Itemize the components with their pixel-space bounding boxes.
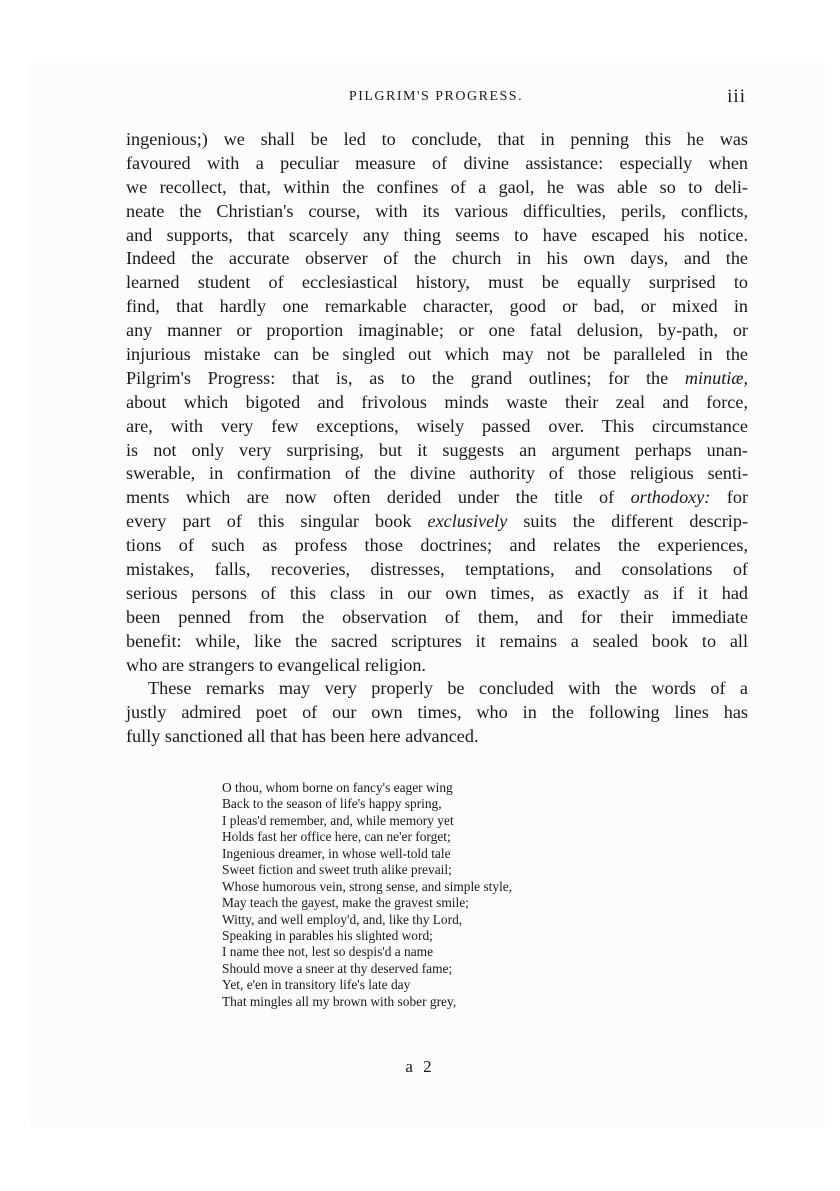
text-line	[126, 510, 748, 534]
poem-line: That mingles all my brown with sober grey,	[222, 993, 457, 1009]
text-segment: favoured with a peculiar measure of divine assistance: especially when	[126, 152, 748, 173]
italic-text: orthodoxy:	[630, 487, 711, 508]
text-segment: ments which are now often derided under the title of	[126, 487, 631, 508]
poem-line: I name thee not, lest so despis'd a name	[222, 944, 434, 960]
text-segment: injurious mistake can be singled out which may not be paralleled in the	[126, 344, 748, 365]
running-head	[126, 86, 746, 110]
italic-text: minutiæ,	[684, 367, 748, 388]
text-segment: find, that hardly one remarkable character, good or bad, or mixed in	[126, 296, 748, 317]
text-line	[126, 176, 748, 200]
poem-line: May teach the gayest, make the gravest smile;	[222, 895, 469, 911]
poem-line: Should move a sneer at thy deserved fame;	[222, 960, 453, 976]
text-line	[126, 128, 748, 152]
poem-line: Speaking in parables his slighted word;	[222, 927, 433, 943]
text-line	[126, 534, 748, 558]
text-segment: swerable, in confirmation of the divine authority of those religious senti-	[126, 463, 748, 484]
text-line	[126, 367, 748, 391]
text-segment: suits the different descrip-	[507, 511, 748, 532]
text-line	[126, 462, 748, 486]
text-segment: ingenious;) we shall be led to conclude, that in penning this he was	[126, 129, 748, 149]
text-segment: fully sanctioned all that has been here advanced.	[126, 726, 479, 747]
text-segment: These remarks may very properly be concluded with the words of a	[148, 678, 748, 699]
text-line	[126, 677, 748, 701]
text-line	[126, 486, 748, 510]
text-line	[126, 415, 748, 439]
text-line	[126, 654, 748, 678]
running-title: PILGRIM'S PROGRESS.	[348, 89, 524, 104]
poem-line: Holds fast her office here, can ne'er forget;	[222, 829, 451, 845]
poem-line: Whose humorous vein, strong sense, and simple style,	[222, 878, 513, 894]
poem-line: Witty, and well employ'd, and, like thy Lord,	[222, 911, 463, 927]
text-segment: every part of this singular book	[126, 511, 428, 532]
text-line	[126, 152, 748, 176]
text-line	[126, 295, 748, 319]
text-segment: any manner or proportion imaginable; or one fatal delusion, by-path, or	[126, 320, 748, 341]
text-segment: tions of such as profess those doctrines; and relates the experiences,	[126, 535, 748, 556]
text-segment: justly admired poet of our own times, who in the following lines has	[126, 702, 748, 723]
text-line	[126, 391, 748, 415]
poem-line: Sweet fiction and sweet truth alike prevail;	[222, 862, 452, 878]
page-number: iii	[727, 86, 746, 107]
text-line	[126, 200, 748, 224]
text-line	[126, 606, 748, 630]
text-line	[126, 271, 748, 295]
text-segment: is not only very surprising, but it suggests an argument perhaps unan-	[126, 439, 748, 460]
text-line	[126, 343, 748, 367]
poem-quotation	[222, 780, 512, 1010]
text-line	[126, 630, 748, 654]
text-segment: about which bigoted and frivolous minds waste their zeal and force,	[126, 391, 748, 412]
text-line	[126, 582, 748, 606]
text-segment: are, with very few exceptions, wisely passed over. This circumstance	[126, 415, 748, 436]
text-segment: and supports, that scarcely any thing seems to have escaped his notice.	[126, 224, 748, 245]
signature-mark: a 2	[405, 1057, 435, 1076]
text-line	[126, 725, 748, 749]
text-segment: Pilgrim's Progress: that is, as to the grand outlines; for the	[126, 367, 685, 388]
poem-line: Ingenious dreamer, in whose well-told tale	[222, 845, 451, 861]
text-segment: mistakes, falls, recoveries, distresses, temptations, and consolations of	[126, 559, 748, 580]
text-segment: serious persons of this class in our own times, as exactly as if it had	[126, 582, 748, 603]
poem-line: I pleas'd remember, and, while memory yet	[222, 812, 454, 828]
text-segment: benefit: while, like the sacred scriptures it remains a sealed book to all	[126, 630, 748, 651]
poem-line: O thou, whom borne on fancy's eager wing	[222, 780, 453, 795]
poem-line: Back to the season of life's happy spring,	[222, 796, 442, 812]
text-segment: Indeed the accurate observer of the church in his own days, and the	[126, 248, 748, 269]
body-text	[126, 128, 748, 749]
text-line	[126, 247, 748, 271]
poem-line: Yet, e'en in transitory life's late day	[222, 977, 411, 993]
text-segment: who are strangers to evangelical religion.	[126, 654, 426, 675]
text-line	[126, 224, 748, 248]
text-segment: for	[710, 487, 748, 508]
text-line	[126, 439, 748, 463]
text-segment: neate the Christian's course, with its various difficulties, perils, conflicts,	[126, 200, 748, 221]
text-line	[126, 701, 748, 725]
text-line	[126, 319, 748, 343]
text-segment: we recollect, that, within the confines of a gaol, he was able so to deli-	[126, 176, 748, 197]
italic-text: exclusively	[427, 511, 508, 532]
text-segment: learned student of ecclesiastical history, must be equally surprised to	[126, 272, 748, 293]
text-line	[126, 558, 748, 582]
text-segment: been penned from the observation of them, and for their immediate	[126, 606, 748, 627]
